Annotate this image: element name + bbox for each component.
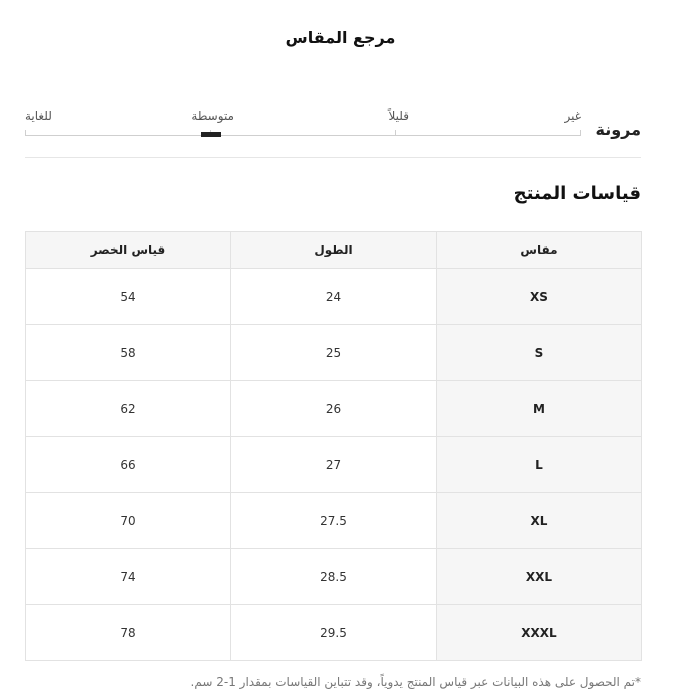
stretch-section <box>25 100 641 158</box>
stretch-selected-marker <box>201 132 221 137</box>
stretch-label: مرونة <box>595 120 641 139</box>
length-cell: 27.5 <box>231 493 437 549</box>
length-cell: 25 <box>231 325 437 381</box>
stretch-level-none: غير <box>564 109 581 123</box>
length-cell: 28.5 <box>231 549 437 605</box>
size-cell: XXXL <box>437 605 642 661</box>
length-cell: 24 <box>231 269 437 325</box>
waist-cell: 54 <box>26 269 231 325</box>
stretch-tick <box>25 130 26 136</box>
length-cell: 26 <box>231 381 437 437</box>
size-cell: XXL <box>437 549 642 605</box>
size-cell: S <box>437 325 642 381</box>
waist-cell: 78 <box>26 605 231 661</box>
length-cell: 29.5 <box>231 605 437 661</box>
length-cell: 27 <box>231 437 437 493</box>
stretch-tick <box>395 130 396 136</box>
size-cell: M <box>437 381 642 437</box>
header-length: الطول <box>231 232 437 269</box>
waist-cell: 74 <box>26 549 231 605</box>
table-row <box>26 549 642 605</box>
waist-cell: 62 <box>26 381 231 437</box>
waist-cell: 58 <box>26 325 231 381</box>
table-header-row <box>26 232 642 269</box>
table-row <box>26 325 642 381</box>
size-cell: L <box>437 437 642 493</box>
table-row <box>26 437 642 493</box>
header-size: مقاس <box>437 232 642 269</box>
stretch-level-high: للغاية <box>25 109 52 123</box>
size-cell: XS <box>437 269 642 325</box>
waist-cell: 66 <box>26 437 231 493</box>
size-table <box>25 231 642 661</box>
measurement-note: *تم الحصول على هذه البيانات عبر قياس المنتج يدوياً، وقد تتباين القياسات بمقدار 1-2 سم. <box>190 675 641 689</box>
stretch-scale <box>25 100 581 140</box>
stretch-track <box>25 135 581 136</box>
stretch-level-slight: قليلاً <box>388 109 409 123</box>
stretch-level-medium: متوسطة <box>191 109 234 123</box>
product-measurements-title: قياسات المنتج <box>513 183 641 204</box>
table-row <box>26 269 642 325</box>
page-title: مرجع المقاس <box>285 28 396 47</box>
header-waist: قياس الخصر <box>26 232 231 269</box>
waist-cell: 70 <box>26 493 231 549</box>
table-row <box>26 381 642 437</box>
table-row <box>26 605 642 661</box>
size-cell: XL <box>437 493 642 549</box>
table-row <box>26 493 642 549</box>
stretch-tick <box>580 130 581 136</box>
